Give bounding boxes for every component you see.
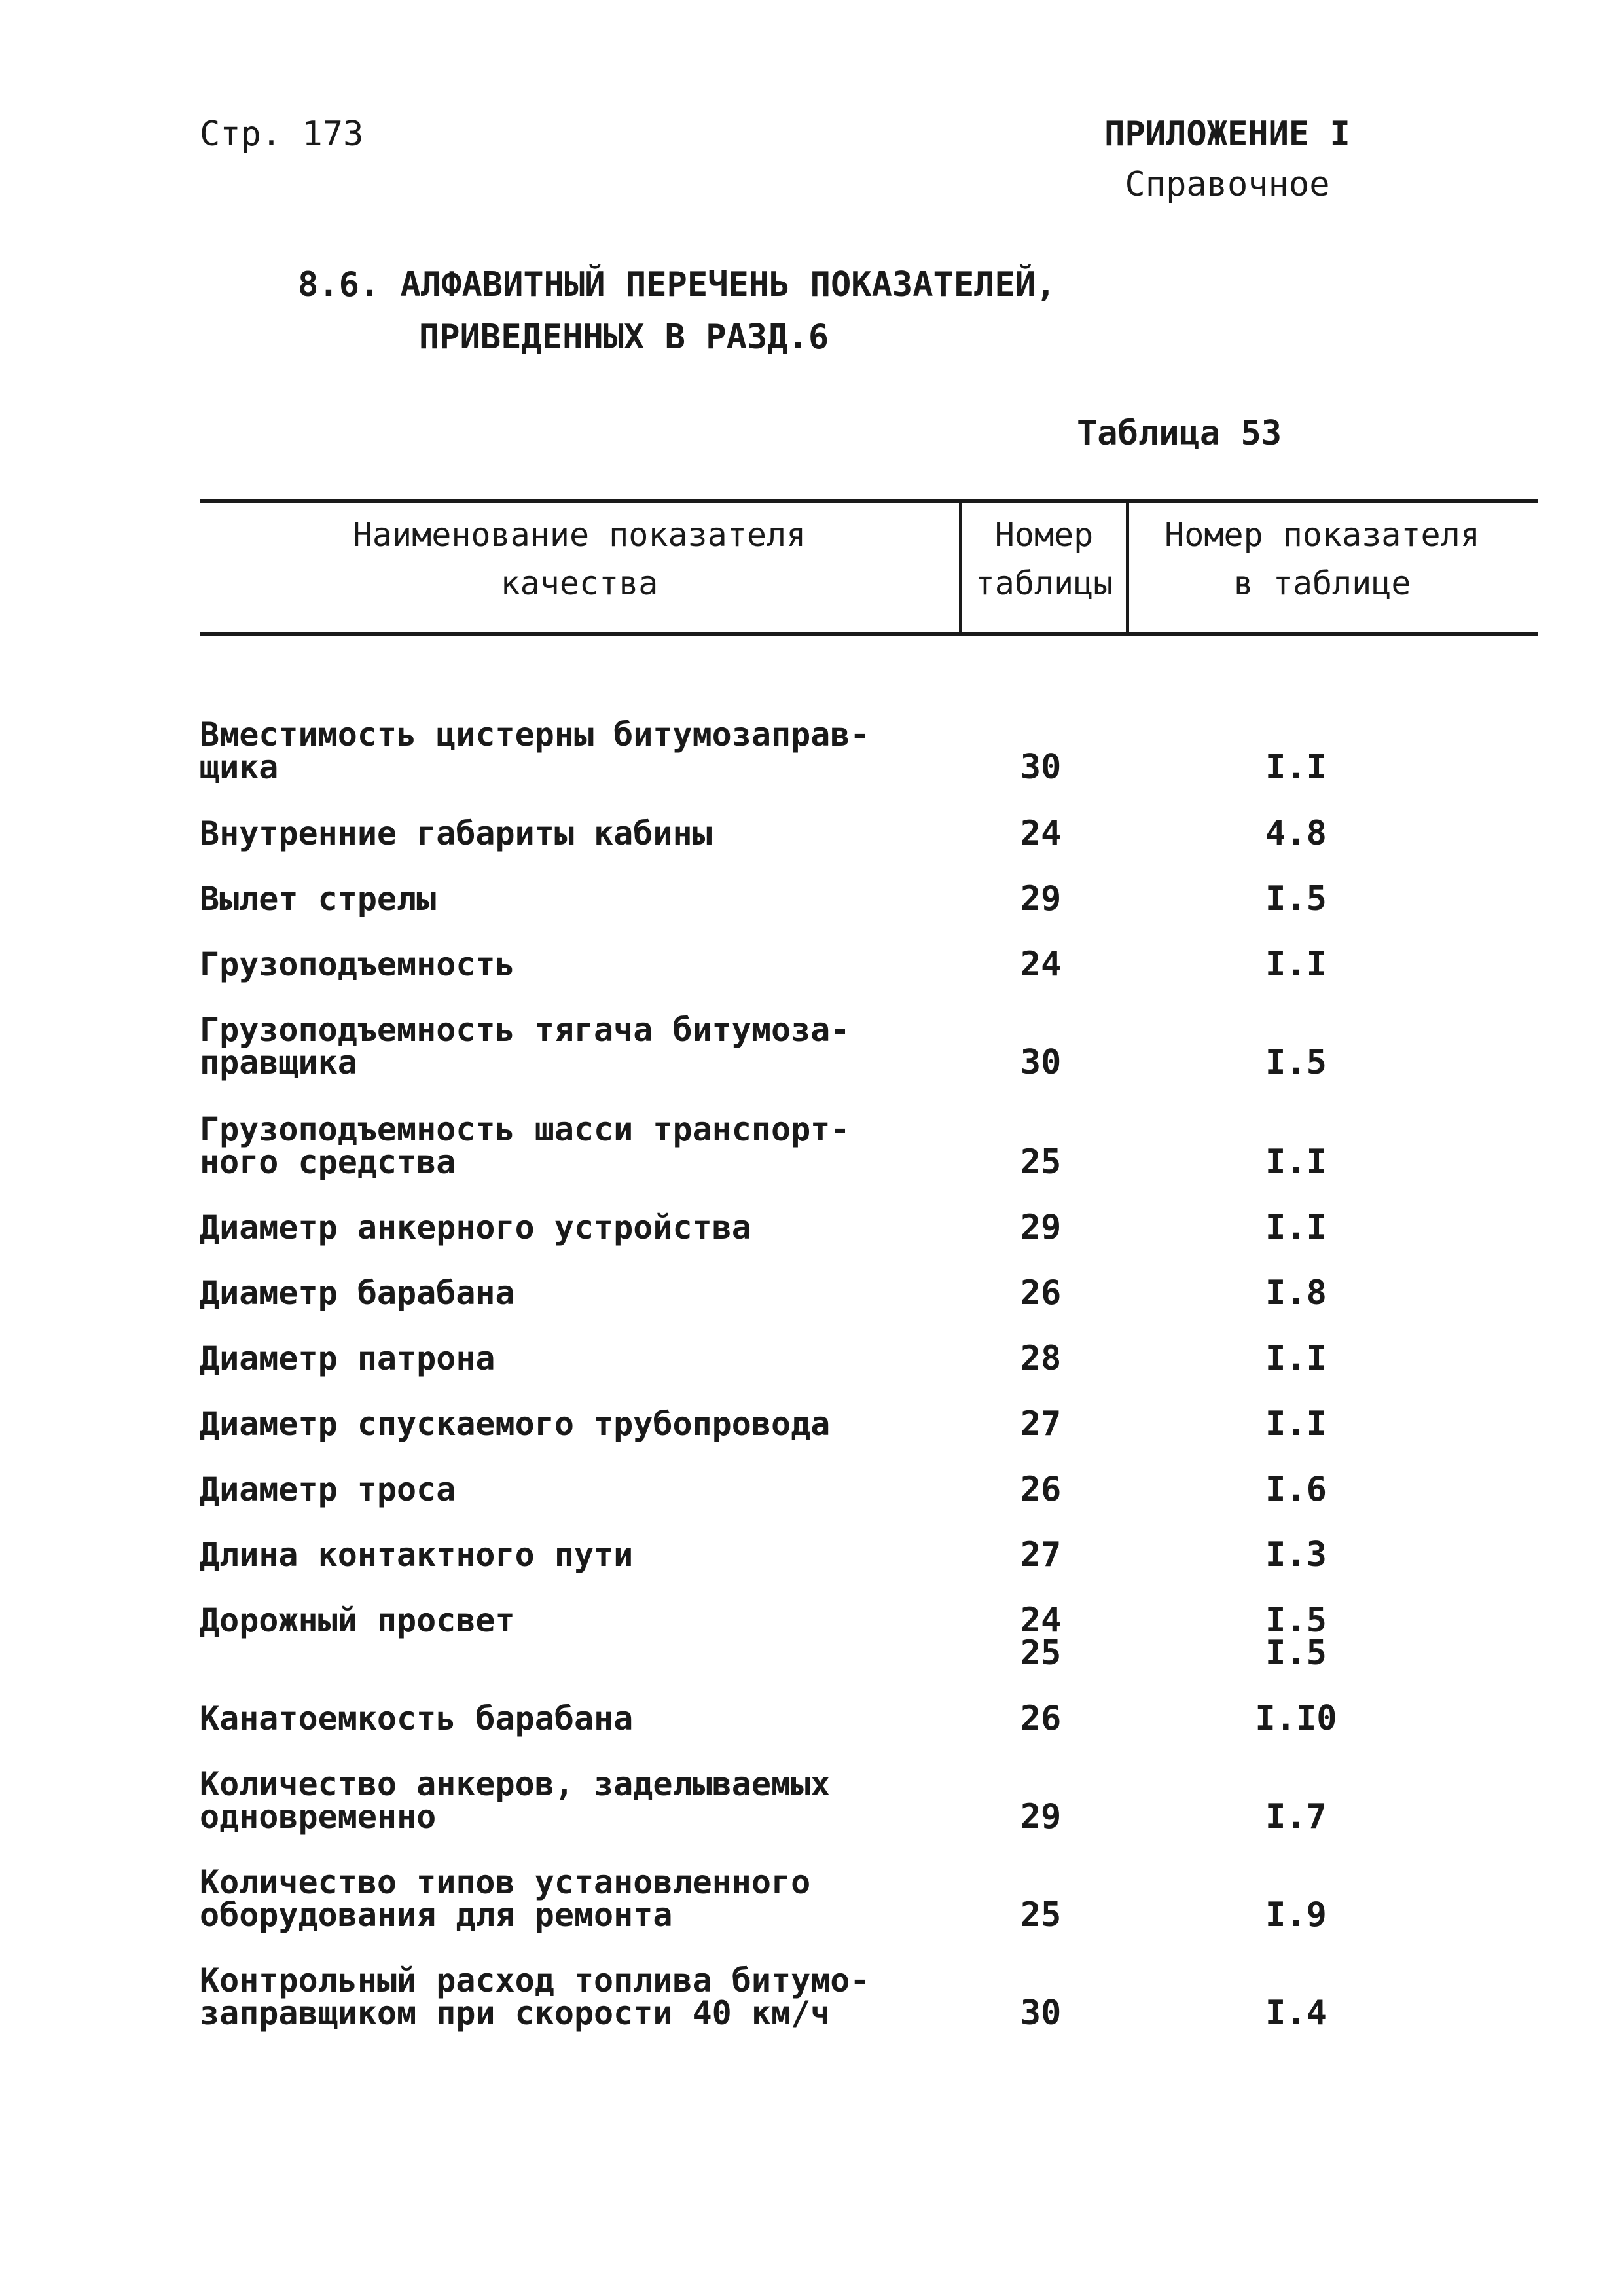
row-index-2: I.5 bbox=[1265, 1633, 1327, 1673]
header-name-line-2: качества bbox=[500, 564, 659, 602]
header-index-line-1: Номер показателя bbox=[1164, 516, 1480, 554]
row-name: Диаметр анкерного устройства bbox=[200, 1209, 751, 1247]
row-table-number: 25 bbox=[1020, 1895, 1062, 1935]
row-table-number: 26 bbox=[1020, 1273, 1062, 1313]
header-bottom-rule bbox=[200, 632, 1538, 636]
row-name: Диаметр троса bbox=[200, 1470, 456, 1508]
row-name: Канатоемкость барабана bbox=[200, 1700, 634, 1738]
row-name-line-1: Вместимость цистерны битумозаправ- bbox=[200, 716, 870, 754]
appendix-note: Справочное bbox=[1125, 165, 1330, 204]
row-name-line-2: заправщиком при скорости 40 км/ч bbox=[200, 1994, 831, 2032]
row-name bbox=[200, 1011, 933, 1082]
header-name-column bbox=[216, 511, 943, 608]
row-index: I.I0 bbox=[1255, 1699, 1337, 1738]
header-name-line-1: Наименование показателя bbox=[352, 516, 806, 554]
row-index: 4.8 bbox=[1265, 814, 1327, 853]
row-table-number: 29 bbox=[1020, 1797, 1062, 1836]
row-name-line-2: оборудования для ремонта bbox=[200, 1896, 673, 1934]
row-name: Вылет стрелы bbox=[200, 880, 437, 918]
row-index: I.I bbox=[1265, 1142, 1327, 1182]
header-top-rule bbox=[200, 499, 1538, 503]
row-index: I.8 bbox=[1265, 1273, 1327, 1313]
row-table-number: 25 bbox=[1020, 1142, 1062, 1182]
row-table-number: 28 bbox=[1020, 1339, 1062, 1378]
row-name-line-1: Грузоподъемность тягача битумоза- bbox=[200, 1011, 850, 1049]
row-name-line-1: Контрольный расход топлива битумо- bbox=[200, 1961, 870, 1999]
header-table-no-line-2: таблицы bbox=[975, 564, 1113, 602]
header-table-no-column bbox=[964, 511, 1125, 608]
table-label: Таблица 53 bbox=[1077, 414, 1282, 453]
row-index: I.I bbox=[1265, 1404, 1327, 1444]
row-index: I.5 bbox=[1265, 1043, 1327, 1082]
row-table-number: 26 bbox=[1020, 1470, 1062, 1509]
row-name-line-1: Количество типов установленного bbox=[200, 1863, 811, 1901]
row-index: I.9 bbox=[1265, 1895, 1327, 1935]
row-table-number-2: 25 bbox=[1020, 1633, 1062, 1673]
row-table-number: 29 bbox=[1020, 879, 1062, 919]
row-name: Диаметр барабана bbox=[200, 1274, 515, 1312]
row-index: I.4 bbox=[1265, 1994, 1327, 2033]
row-name: Внутренние габариты кабины bbox=[200, 814, 712, 852]
row-table-number: 27 bbox=[1020, 1535, 1062, 1575]
row-index bbox=[1198, 1601, 1394, 1673]
header-table-no-line-1: Номер bbox=[994, 516, 1094, 554]
row-table-number: 30 bbox=[1020, 1994, 1062, 2033]
row-name-line-2: одновременно bbox=[200, 1798, 437, 1836]
row-index: I.I bbox=[1265, 945, 1327, 984]
row-name-line-2: щика bbox=[200, 748, 279, 786]
row-name: Дорожный просвет bbox=[200, 1601, 515, 1639]
row-table-number: 26 bbox=[1020, 1699, 1062, 1738]
header-index-line-2: в таблице bbox=[1233, 564, 1411, 602]
row-name bbox=[200, 1863, 933, 1934]
row-name bbox=[200, 1961, 933, 2032]
row-name-line-2: правщика bbox=[200, 1044, 357, 1082]
row-table-number: 27 bbox=[1020, 1404, 1062, 1444]
row-name: Диаметр спускаемого трубопровода bbox=[200, 1405, 831, 1443]
row-index: I.I bbox=[1265, 748, 1327, 787]
row-index: I.6 bbox=[1265, 1470, 1327, 1509]
appendix-title: ПРИЛОЖЕНИЕ I bbox=[1104, 115, 1350, 154]
row-name-line-2: ного средства bbox=[200, 1143, 456, 1181]
row-table-number bbox=[962, 1601, 1119, 1673]
row-name: Диаметр патрона bbox=[200, 1339, 496, 1377]
row-name: Длина контактного пути bbox=[200, 1536, 634, 1574]
section-title-line-2: ПРИВЕДЕННЫХ В РАЗД.6 bbox=[419, 318, 829, 357]
row-index: I.I bbox=[1265, 1339, 1327, 1378]
row-table-number: 24 bbox=[1020, 945, 1062, 984]
section-title-line-1: 8.6. АЛФАВИТНЫЙ ПЕРЕЧЕНЬ ПОКАЗАТЕЛЕЙ, bbox=[298, 265, 1056, 304]
row-name-line-1: Грузоподъемность шасси транспорт- bbox=[200, 1110, 850, 1148]
row-table-number: 30 bbox=[1020, 1043, 1062, 1082]
row-table-number-1: 24 bbox=[1020, 1601, 1062, 1640]
row-name bbox=[200, 1765, 933, 1836]
header-divider-2 bbox=[1126, 503, 1129, 632]
row-table-number: 29 bbox=[1020, 1208, 1062, 1247]
row-name-line-1: Количество анкеров, заделываемых bbox=[200, 1765, 831, 1803]
row-name bbox=[200, 1110, 933, 1181]
row-index: I.I bbox=[1265, 1208, 1327, 1247]
header-divider-1 bbox=[959, 503, 962, 632]
row-index: I.3 bbox=[1265, 1535, 1327, 1575]
row-table-number: 30 bbox=[1020, 748, 1062, 787]
row-name bbox=[200, 718, 933, 784]
row-index: I.5 bbox=[1265, 879, 1327, 919]
row-name: Грузоподъемность bbox=[200, 945, 515, 983]
page-number: Стр. 173 bbox=[200, 115, 364, 154]
row-table-number: 24 bbox=[1020, 814, 1062, 853]
row-index: I.7 bbox=[1265, 1797, 1327, 1836]
header-index-column bbox=[1132, 511, 1512, 608]
row-index-1: I.5 bbox=[1265, 1601, 1327, 1640]
